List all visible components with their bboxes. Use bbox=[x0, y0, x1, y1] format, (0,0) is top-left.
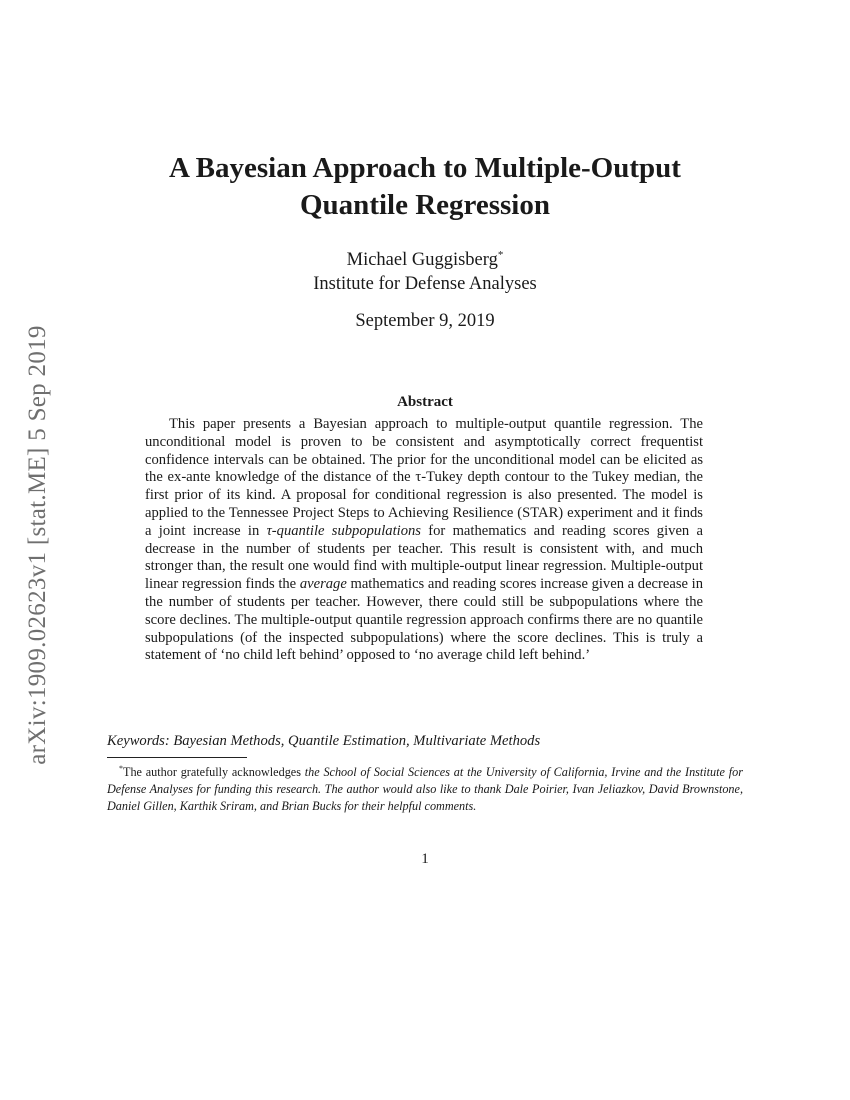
title-line-1: A Bayesian Approach to Multiple-Output bbox=[169, 152, 681, 184]
footnote-italic-text: the School of Social Sciences at the University of California, Irvine and the Institute for Defense Analyses for funding this research. The author would also like to thank Dale Poirier, Ivan Jeliazkov, David Brownstone, Daniel Gillen, Karthik Sriram, and Brian Bucks for their helpful comments. bbox=[107, 765, 743, 813]
page-number: 1 bbox=[421, 851, 429, 867]
author-line bbox=[0, 248, 850, 272]
arxiv-identifier: arXiv:1909.02623v1 [stat.ME] 5 Sep 2019 bbox=[24, 325, 51, 765]
author-affiliation: Institute for Defense Analyses bbox=[313, 274, 537, 294]
footnote-rule bbox=[107, 757, 247, 758]
author-name: Michael Guggisberg bbox=[346, 250, 498, 270]
abstract-heading: Abstract bbox=[397, 394, 453, 410]
abstract-italic-1: τ-quantile subpopulations bbox=[266, 522, 421, 539]
title-line-2: Quantile Regression bbox=[300, 189, 550, 221]
author-footnote-mark: * bbox=[497, 249, 504, 261]
footnote-mark: * bbox=[119, 764, 123, 773]
paper-date: September 9, 2019 bbox=[355, 311, 495, 331]
paper-title bbox=[0, 150, 850, 224]
abstract-text-2: for mathematics and reading scores given a decrease in the number of students per teacher. This result is consistent with, and much stronger than, the result one would find with multiple-output linear regression. Multiple-output linear regression finds the bbox=[145, 522, 703, 593]
keywords-line: Keywords: Bayesian Methods, Quantile Estimation, Multivariate Methods bbox=[107, 733, 541, 749]
footnote-text: The author gratefully acknowledges bbox=[123, 765, 305, 779]
abstract-text-3: mathematics and reading scores increase given a decrease in the number of students per teacher. However, there could still be subpopulations where the score declines. The multiple-output quantile regression approach confirms there are no quantile subpopulations (of the inspected subpopulations) where the score declines. This is truly a statement of ‘no child left behind’ opposed to ‘no average child left behind.’ bbox=[145, 576, 703, 664]
abstract-text-1: This paper presents a Bayesian approach to multiple-output quantile regression. The unconditional model is proven to be consistent and asymptotically correct frequentist confidence intervals can be obtained. The prior for the unconditional model can be elicited as the ex-ante knowledge of the distance of the τ-Tukey depth contour to the Tukey median, the first prior of its kind. A proposal for conditional regression is also presented. The model is applied to the Tennessee Project Steps to Achieving Resilience (STAR) experiment and it finds a joint increase in bbox=[145, 416, 703, 539]
author-block bbox=[0, 248, 850, 296]
abstract-body bbox=[145, 416, 703, 665]
footnote bbox=[107, 764, 743, 815]
abstract-italic-2: average bbox=[299, 576, 347, 593]
